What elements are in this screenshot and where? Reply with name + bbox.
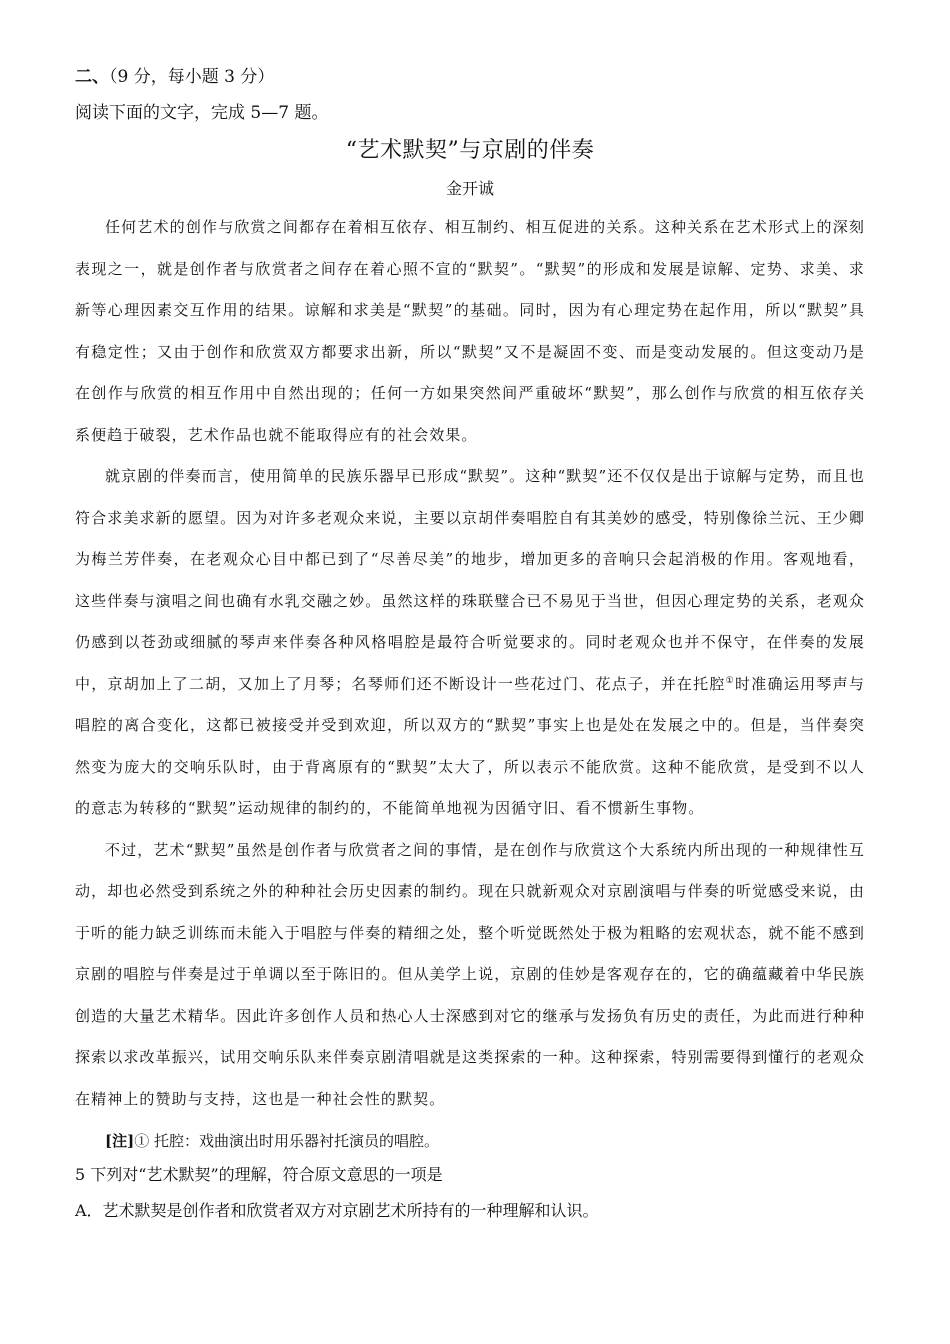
- question-5-stem: 5 下列对“艺术默契”的理解，符合原文意思的一项是: [75, 1165, 443, 1184]
- article-author: 金开诚: [445, 179, 494, 198]
- footnote: [75, 1126, 865, 1156]
- paragraph-3: 不过，艺术“默契”虽然是创作者与欣赏者之间的事情，是在创作与欣赏这个大系统内所出现的一种规律性互动，却也必然受到系统之外的种种社会历史因素的制约。现在只就新观众对京剧演唱与伴奏的听觉感受来说，由于听的能力缺乏训练而未能入于唱腔与伴奏的精细之处，整个听觉既然处于极为粗略的宏观状态，就不能不感到京剧的唱腔与伴奏是过于单调以至于陈旧的。但从美学上说，京剧的佳妙是客观存在的，它的确蕴藏着中华民族创造的大量艺术精华。因此许多创作人员和热心人士深感到对它的继承与发扬负有历史的责任，为此而进行种种探索以求改革振兴，试用交响乐队来伴奏京剧清唱就是这类探索的一种。这种探索，特别需要得到懂行的老观众在精神上的赞助与支持，这也是一种社会性的默契。: [75, 840, 865, 1108]
- reading-instruction: 阅读下面的文字，完成 5—7 题。: [75, 103, 329, 123]
- article-title: “艺术默契”与京剧的伴奏: [345, 138, 595, 163]
- section-header: [75, 64, 865, 90]
- paragraph-1: 任何艺术的创作与欣赏之间都存在着相互依存、相互制约、相互促进的关系。这种关系在艺术形式上的深刻表现之一，就是创作者与欣赏者之间存在着心照不宣的“默契”。“默契”的形成和发展是谅解、定势、求美、求新等心理因素交互作用的结果。谅解和求美是“默契”的基础。同时，因为有心理定势在起作用，所以“默契”具有稳定性；又由于创作和欣赏双方都要求出新，所以“默契”又不是凝固不变、而是变动发展的。但这变动乃是在创作与欣赏的相互作用中自然出现的；任何一方如果突然间严重破坏“默契”，那么创作与欣赏的相互依存关系便趋于破裂，艺术作品也就不能取得应有的社会效果。: [75, 218, 865, 444]
- section-number: 二、: [75, 67, 109, 87]
- paragraph-2-part-b: 时准确运用琴声与唱腔的离合变化，这都已被接受并受到欢迎，所以双方的“默契”事实上也是处在发展之中的。但是，当伴奏突然变为庞大的交响乐队时，由于背离原有的“默契”太大了，所以表示不能欣赏。这种不能欣赏，是受到不以人的意志为转移的“默契”运动规律的制约的，不能简单地视为因循守旧、看不惯新生事物。: [75, 674, 865, 817]
- section-points: （9 分，每小题 3 分）: [109, 67, 275, 87]
- footnote-tag: [注]: [105, 1132, 135, 1150]
- paragraph-2: [75, 456, 865, 830]
- article-body: [75, 207, 865, 1120]
- document-page: [75, 64, 865, 1226]
- paragraph-2-part-a: 就京剧的伴奏而言，使用简单的民族乐器早已形成“默契”。这种“默契”还不仅仅是出于谅解与定势，而且也符合求美求新的愿望。因为对许多老观众来说，主要以京胡伴奏唱腔自有其美妙的感受，特别像徐兰沅、王少卿为梅兰芳伴奏，在老观众心目中都已到了“尽善尽美”的地步，增加更多的音响只会起消极的作用。客观地看，这些伴奏与演唱之间也确有水乳交融之妙。虽然这样的珠联璧合已不易见于当世，但因心理定势的关系，老观众仍感到以苍劲或细腻的琴声来伴奏各种风格唱腔是最符合听觉要求的。同时老观众也并不保守，在伴奏的发展中，京胡加上了二胡，又加上了月琴；名琴师们还不断设计一些花过门、花点子，并在托腔: [75, 467, 865, 693]
- question-5-option-a: A．艺术默契是创作者和欣赏者双方对京剧艺术所持有的一种理解和认识。: [75, 1201, 599, 1220]
- footnote-mark: ①: [725, 675, 736, 686]
- footnote-text: ① 托腔：戏曲演出时用乐器衬托演员的唱腔。: [134, 1132, 439, 1150]
